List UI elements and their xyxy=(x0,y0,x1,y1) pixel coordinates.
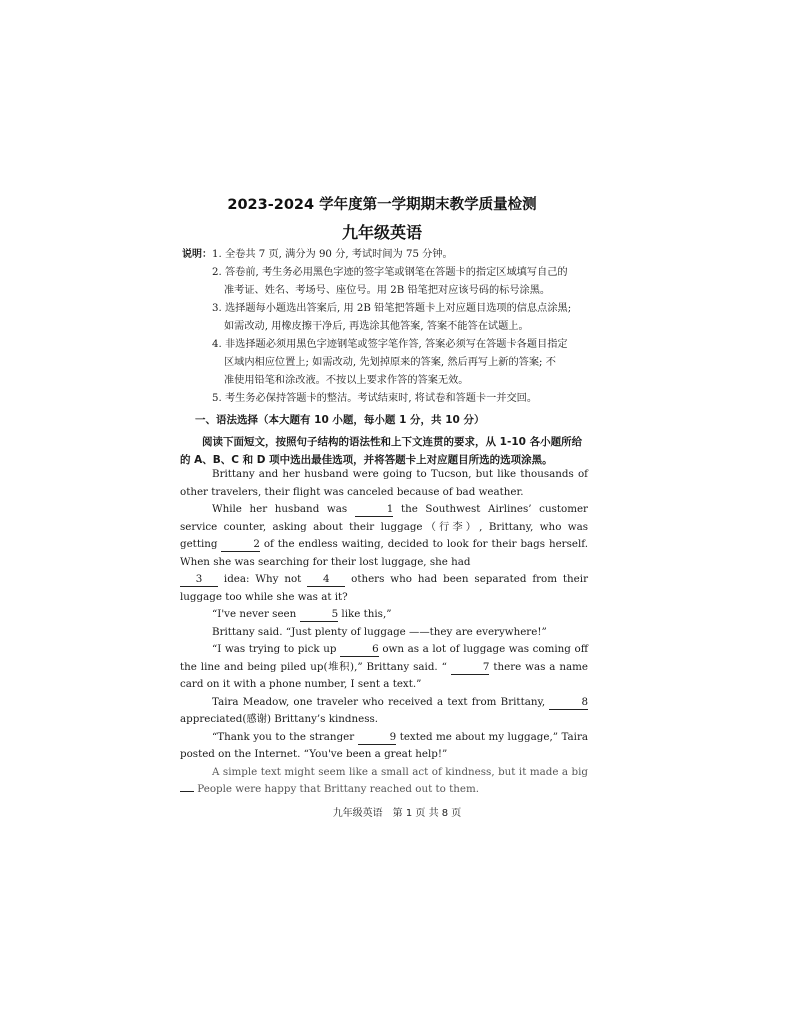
instructions-notes xyxy=(182,246,592,408)
passage-text: own as a lot of luggage was coming off the line and being piled up(堆积),” Brittany said. “ xyxy=(180,643,589,673)
passage-paragraph-2 xyxy=(180,501,588,571)
passage-paragraph-9 xyxy=(180,764,588,799)
note-line: 如需改动, 用橡皮擦干净后, 再选涂其他答案, 答案不能答在试题上。 xyxy=(224,321,529,332)
passage-text: A simple text might seem like a small act of kindness, but it made a big xyxy=(212,765,588,778)
passage-text: appreciated(感谢) Brittany’s kindness. xyxy=(180,713,379,725)
note-item-3 xyxy=(182,300,592,336)
notes-label: 说明： xyxy=(182,249,212,260)
passage-text: Taira Meadow, one traveler who received a text from Brittany, xyxy=(212,695,546,708)
passage-paragraph-3 xyxy=(180,571,588,606)
passage-text: People were happy that Brittany reached out to them. xyxy=(197,783,480,795)
exam-title: 2023-2024 学年度第一学期期末教学质量检测 xyxy=(227,197,537,213)
passage-text: of the endless waiting, decided to look for their bags herself. When she was searching for their lost luggage, she had xyxy=(180,538,588,568)
passage-text: texted me about my luggage,” Taira posted on the Internet. “You've been a great help!” xyxy=(180,730,589,760)
exam-subtitle: 九年级英语 xyxy=(341,223,422,242)
blank-5: 5 xyxy=(300,608,339,622)
note-line: 3. 选择题每小题选出答案后, 用 2B 铅笔把答题卡上对应题目选项的信息点涂黑; xyxy=(212,303,572,314)
blank-1: 1 xyxy=(355,503,394,517)
note-item-5 xyxy=(182,390,592,408)
passage-text: While her husband was xyxy=(212,503,348,515)
blank-9: 9 xyxy=(358,731,397,745)
passage-text: “I was trying to pick up xyxy=(212,643,337,655)
section-heading: 一、语法选择（本大题有 10 小题，每小题 1 分，共 10 分） xyxy=(195,414,485,426)
passage-paragraph-8 xyxy=(180,729,588,764)
blank-4: 4 xyxy=(307,573,345,587)
passage-paragraph-7 xyxy=(180,694,588,729)
passage-text: like this,” xyxy=(341,608,392,620)
blank-7: 7 xyxy=(451,661,490,675)
note-line: 1. 全卷共 7 页, 满分为 90 分, 考试时间为 75 分钟。 xyxy=(212,249,453,260)
note-item-2 xyxy=(182,264,592,300)
note-line: 2. 答卷前, 考生务必用黑色字迹的签字笔或钢笔在答题卡的指定区域填写自己的 xyxy=(212,267,568,278)
passage-text: idea: Why not xyxy=(223,573,302,585)
passage-text: “I've never seen xyxy=(212,608,297,620)
note-item-1 xyxy=(182,246,592,264)
passage-text: others who had been separated from their luggage too while she was at it? xyxy=(180,573,588,603)
passage-paragraph-4 xyxy=(180,606,588,624)
passage-paragraph-6 xyxy=(180,641,588,694)
passage-text: “Thank you to the stranger xyxy=(212,730,355,743)
reading-passage xyxy=(180,466,588,799)
blank-10 xyxy=(180,791,194,792)
passage-text: the Southwest Airlines’ customer service counter, asking about their luggage（行李）, Brittany, who was getting xyxy=(180,503,588,550)
blank-8: 8 xyxy=(549,696,588,710)
blank-6: 6 xyxy=(340,643,379,657)
passage-paragraph-1: Brittany and her husband were going to Tucson, but like thousands of other travelers, their flight was canceled because of bad weather. xyxy=(180,468,588,498)
note-line: 准考证、姓名、考场号、座位号。用 2B 铅笔把对应该号码的标号涂黑。 xyxy=(224,285,551,296)
blank-3: 3 xyxy=(180,573,218,587)
note-item-4 xyxy=(182,336,592,390)
note-line: 5. 考生务必保持答题卡的整洁。考试结束时, 将试卷和答题卡一并交回。 xyxy=(212,393,538,404)
blank-2: 2 xyxy=(221,538,260,552)
passage-text: there was a name card on it with a phone number, I sent a text.” xyxy=(180,660,588,690)
section-instruction: 阅读下面短文，按照句子结构的语法性和上下文连贯的要求，从 1-10 各小题所给的 A、B、C 和 D 项中选出最佳选项，并将答题卡上对应题目所选的选项涂黑。 xyxy=(180,436,583,466)
note-line: 区域内相应位置上; 如需改动, 先划掉原来的答案, 然后再写上新的答案; 不 xyxy=(224,357,556,368)
note-line: 4. 非选择题必须用黑色字迹钢笔或签字笔作答, 答案必须写在答题卡各题目指定 xyxy=(212,339,568,350)
page-footer: 九年级英语 第 1 页 共 8 页 xyxy=(332,808,462,819)
note-line: 准使用铅笔和涂改液。不按以上要求作答的答案无效。 xyxy=(224,375,469,386)
passage-paragraph-5: Brittany said. “Just plenty of luggage ——they are everywhere!” xyxy=(212,625,547,638)
